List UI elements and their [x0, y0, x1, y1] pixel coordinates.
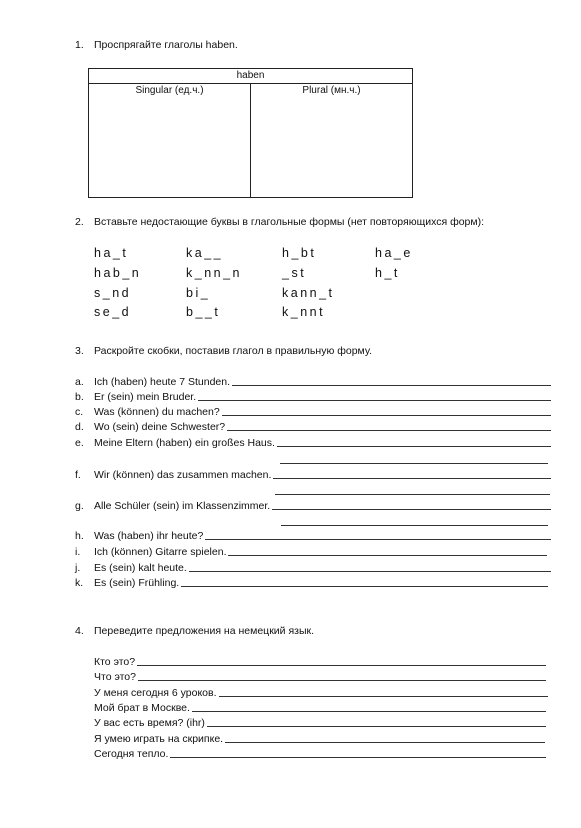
gap-word: ka__: [186, 246, 224, 260]
answer-line-k[interactable]: Es (sein) Frühling.: [94, 577, 548, 589]
task3-number: 3.: [75, 345, 84, 357]
gap-word: h_bt: [282, 246, 317, 260]
task1-number: 1.: [75, 39, 84, 51]
item-label: g.: [75, 500, 84, 512]
answer-line-b[interactable]: Er (sein) mein Bruder.: [94, 391, 551, 403]
item-label: f.: [75, 469, 81, 481]
gap-word: hab_n: [94, 266, 142, 280]
task4-number: 4.: [75, 625, 84, 637]
item-label: e.: [75, 437, 84, 449]
item-label: d.: [75, 421, 84, 433]
translation-line[interactable]: У вас есть время? (ihr): [94, 717, 546, 729]
translation-line[interactable]: Что это?: [94, 671, 546, 683]
translation-line[interactable]: У меня сегодня 6 уроков.: [94, 687, 548, 699]
answer-line-h[interactable]: Was (haben) ihr heute?: [94, 530, 551, 542]
continuation-line[interactable]: [280, 463, 548, 464]
translation-line[interactable]: Мой брат в Москве.: [94, 702, 546, 714]
item-label: i.: [75, 546, 81, 558]
task2-heading: Вставьте недостающие буквы в глагольные формы (нет повторяющихся форм):: [94, 216, 485, 228]
task1-heading: Проспрягайте глаголы haben.: [94, 39, 238, 51]
gap-word: se_d: [94, 305, 132, 319]
item-label: b.: [75, 391, 84, 403]
gap-word: _st: [282, 266, 307, 280]
gap-word: ha_t: [94, 246, 129, 260]
item-label: k.: [75, 577, 84, 589]
translation-line[interactable]: Сегодня тепло.: [94, 748, 546, 760]
answer-line-i[interactable]: Ich (können) Gitarre spielen.: [94, 546, 547, 558]
answer-line-j[interactable]: Es (sein) kalt heute.: [94, 562, 551, 574]
answer-line-f[interactable]: Wir (können) das zusammen machen.: [94, 469, 551, 481]
item-label: c.: [75, 406, 84, 418]
task2-number: 2.: [75, 216, 84, 228]
conjugation-table: [88, 68, 413, 198]
gap-word: s_nd: [94, 286, 132, 300]
item-label: a.: [75, 376, 84, 388]
gap-word: k_nnt: [282, 305, 326, 319]
gap-word: ha_e: [375, 246, 413, 260]
gap-word: k_nn_n: [186, 266, 243, 280]
answer-line-c[interactable]: Was (können) du machen?: [94, 406, 551, 418]
continuation-line[interactable]: [275, 494, 550, 495]
answer-line-a[interactable]: Ich (haben) heute 7 Stunden.: [94, 376, 551, 388]
continuation-line[interactable]: [281, 525, 548, 526]
task4-heading: Переведите предложения на немецкий язык.: [94, 625, 314, 637]
answer-line-e[interactable]: Meine Eltern (haben) ein großes Haus.: [94, 437, 551, 449]
item-label: h.: [75, 530, 84, 542]
answer-line-g[interactable]: Alle Schüler (sein) im Klassenzimmer.: [94, 500, 551, 512]
translation-line[interactable]: Я умею играть на скрипке.: [94, 733, 545, 745]
answer-line-d[interactable]: Wo (sein) deine Schwester?: [94, 421, 551, 433]
gap-word: kann_t: [282, 286, 335, 300]
singular-column[interactable]: Singular (ед.ч.): [89, 84, 251, 198]
gap-word: bi_: [186, 286, 211, 300]
plural-column[interactable]: Plural (мн.ч.): [251, 84, 413, 198]
item-label: j.: [75, 562, 81, 574]
table-title: haben: [89, 69, 413, 84]
gap-word: h_t: [375, 266, 400, 280]
task3-heading: Раскройте скобки, поставив глагол в правильную форму.: [94, 345, 373, 357]
gap-word: b__t: [186, 305, 221, 319]
translation-line[interactable]: Кто это?: [94, 656, 546, 668]
